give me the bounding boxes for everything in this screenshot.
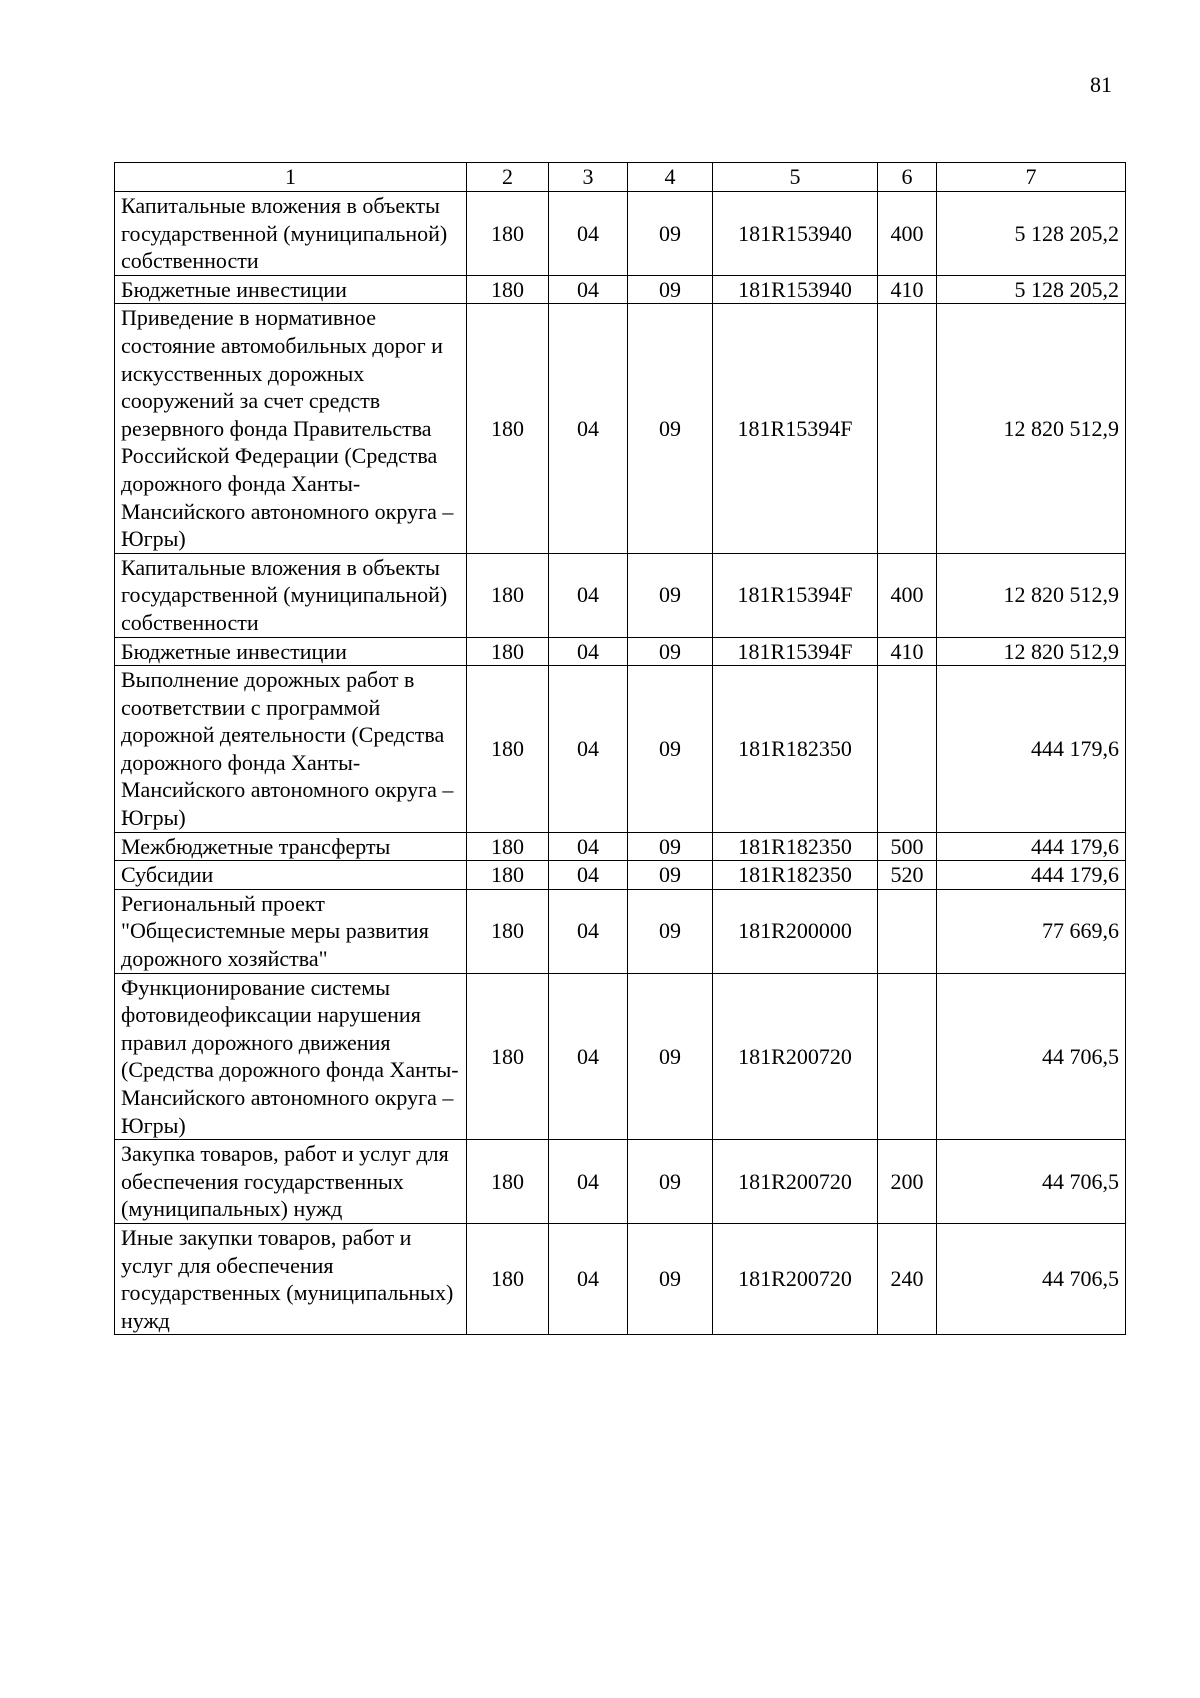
row-col3: 04 [549,889,628,973]
page-number: 81 [1090,72,1112,97]
row-col3: 04 [549,973,628,1140]
row-col5: 181R200720 [713,973,878,1140]
row-col6: 240 [878,1223,937,1334]
row-col4: 09 [628,1140,713,1224]
row-col7: 12 820 512,9 [937,637,1126,666]
table-header-row [115,163,1126,192]
table-row [115,553,1126,637]
row-col7: 44 706,5 [937,973,1126,1140]
row-col5: 181R182350 [713,861,878,890]
row-col4: 09 [628,275,713,304]
row-col3: 04 [549,1223,628,1334]
row-name: Субсидии [115,861,467,890]
row-col4: 09 [628,861,713,890]
row-col2: 180 [467,832,549,861]
row-col5: 181R15394F [713,553,878,637]
row-col6: 200 [878,1140,937,1224]
row-col4: 09 [628,973,713,1140]
row-col5: 181R200000 [713,889,878,973]
row-col5: 181R153940 [713,275,878,304]
header-cell: 7 [937,163,1126,192]
row-col6: 520 [878,861,937,890]
row-col2: 180 [467,637,549,666]
budget-table [114,162,1126,1335]
row-col3: 04 [549,192,628,276]
row-col2: 180 [467,1140,549,1224]
header-cell: 5 [713,163,878,192]
row-col4: 09 [628,637,713,666]
row-col3: 04 [549,275,628,304]
row-name: Бюджетные инвестиции [115,637,467,666]
row-col7: 44 706,5 [937,1223,1126,1334]
row-col4: 09 [628,553,713,637]
header-cell: 6 [878,163,937,192]
table-row [115,637,1126,666]
row-name: Региональный проект "Общесистемные меры развития дорожного хозяйства" [115,889,467,973]
row-col4: 09 [628,192,713,276]
header-cell: 3 [549,163,628,192]
header-cell: 1 [115,163,467,192]
row-col7: 5 128 205,2 [937,275,1126,304]
row-col3: 04 [549,553,628,637]
row-name: Закупка товаров, работ и услуг для обеспечения государственных (муниципальных) нужд [115,1140,467,1224]
row-col3: 04 [549,304,628,553]
row-col6: 410 [878,275,937,304]
row-col2: 180 [467,973,549,1140]
table-row [115,304,1126,553]
row-col5: 181R200720 [713,1223,878,1334]
row-name: Межбюджетные трансферты [115,832,467,861]
row-col2: 180 [467,666,549,833]
row-col7: 444 179,6 [937,666,1126,833]
row-col5: 181R15394F [713,637,878,666]
row-col5: 181R153940 [713,192,878,276]
row-col6 [878,304,937,553]
table-row [115,275,1126,304]
row-col6: 400 [878,192,937,276]
header-cell: 2 [467,163,549,192]
row-col6: 410 [878,637,937,666]
table-row [115,666,1126,833]
row-col6: 400 [878,553,937,637]
row-col2: 180 [467,1223,549,1334]
table-row [115,861,1126,890]
row-col3: 04 [549,832,628,861]
row-col4: 09 [628,304,713,553]
table-row [115,973,1126,1140]
row-col5: 181R182350 [713,666,878,833]
row-name: Капитальные вложения в объекты государственной (муниципальной) собственности [115,553,467,637]
row-name: Приведение в нормативное состояние автомобильных дорог и искусственных дорожных сооружений за счет средств резервного фонда Правительства Российской Федерации (Средства дорожного фонда Ханты-Мансийского автономного округа – Югры) [115,304,467,553]
row-col5: 181R200720 [713,1140,878,1224]
table-row [115,1223,1126,1334]
row-col2: 180 [467,553,549,637]
row-col4: 09 [628,666,713,833]
row-col2: 180 [467,304,549,553]
row-col4: 09 [628,1223,713,1334]
row-name: Иные закупки товаров, работ и услуг для обеспечения государственных (муниципальных) нужд [115,1223,467,1334]
row-col7: 444 179,6 [937,832,1126,861]
row-col2: 180 [467,192,549,276]
table-row [115,192,1126,276]
row-col5: 181R15394F [713,304,878,553]
row-col7: 12 820 512,9 [937,553,1126,637]
header-cell: 4 [628,163,713,192]
row-col7: 77 669,6 [937,889,1126,973]
row-col6: 500 [878,832,937,861]
row-col3: 04 [549,861,628,890]
row-col3: 04 [549,637,628,666]
row-col6 [878,666,937,833]
table-row [115,1140,1126,1224]
table-row [115,889,1126,973]
row-col4: 09 [628,832,713,861]
row-col7: 44 706,5 [937,1140,1126,1224]
row-col6 [878,973,937,1140]
row-name: Бюджетные инвестиции [115,275,467,304]
table-row [115,832,1126,861]
row-name: Капитальные вложения в объекты государственной (муниципальной) собственности [115,192,467,276]
row-col2: 180 [467,275,549,304]
row-col7: 12 820 512,9 [937,304,1126,553]
row-name: Выполнение дорожных работ в соответствии с программой дорожной деятельности (Средства дорожного фонда Ханты-Мансийского автономного округа – Югры) [115,666,467,833]
row-col2: 180 [467,889,549,973]
row-col3: 04 [549,1140,628,1224]
row-col7: 5 128 205,2 [937,192,1126,276]
row-col4: 09 [628,889,713,973]
row-col7: 444 179,6 [937,861,1126,890]
row-col5: 181R182350 [713,832,878,861]
row-col3: 04 [549,666,628,833]
row-col2: 180 [467,861,549,890]
row-col6 [878,889,937,973]
row-name: Функционирование системы фотовидеофиксации нарушения правил дорожного движения (Средства дорожного фонда Ханты-Мансийского автономного округа – Югры) [115,973,467,1140]
